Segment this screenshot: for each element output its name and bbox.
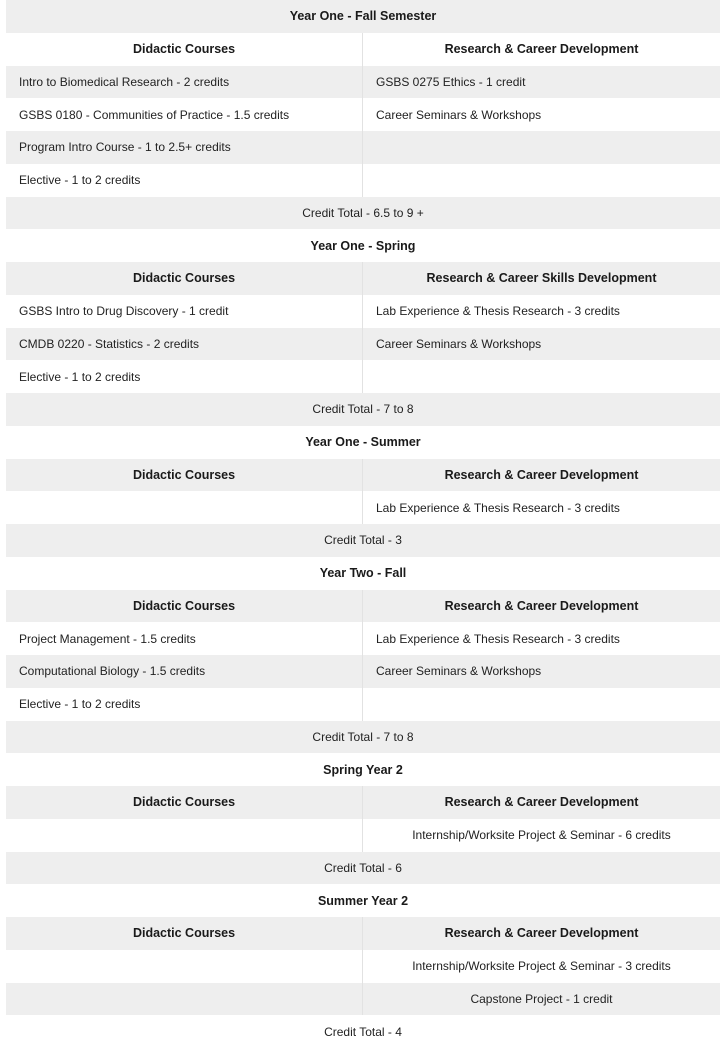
- research-career-header: Research & Career Development: [444, 926, 639, 941]
- section-title: Year One - Summer: [305, 435, 421, 450]
- credit-total-row: [6, 197, 720, 230]
- credit-total-row: [6, 1015, 720, 1048]
- didactic-course-cell: [6, 622, 363, 655]
- section-title-row: [6, 426, 720, 459]
- didactic-course-text: CMDB 0220 - Statistics - 2 credits: [19, 336, 200, 351]
- didactic-course-text: GSBS 0180 - Communities of Practice - 1.5 credits: [19, 107, 290, 122]
- didactic-courses-header: Didactic Courses: [6, 33, 363, 66]
- section-title: Year One - Spring: [310, 238, 416, 253]
- didactic-course-cell: [6, 328, 363, 361]
- didactic-course-cell: [6, 655, 363, 688]
- course-row: [6, 328, 720, 361]
- credit-total: Credit Total - 4: [324, 1024, 402, 1039]
- research-course-cell: [363, 491, 720, 524]
- research-course-text: Internship/Worksite Project & Seminar - 6 credits: [412, 828, 671, 843]
- research-course-cell: [363, 360, 720, 393]
- didactic-course-cell: [6, 295, 363, 328]
- didactic-course-cell: [6, 98, 363, 131]
- research-course-text: Lab Experience & Thesis Research - 3 credits: [376, 500, 620, 515]
- course-row: [6, 983, 720, 1016]
- course-row: [6, 131, 720, 164]
- section-title-row: [6, 229, 720, 262]
- column-header-row: [6, 917, 720, 950]
- didactic-course-cell: [6, 131, 363, 164]
- credit-total-row: [6, 393, 720, 426]
- didactic-course-cell: [6, 164, 363, 197]
- research-course-text: Lab Experience & Thesis Research - 3 credits: [376, 631, 620, 646]
- course-row: [6, 491, 720, 524]
- research-career-header: Research & Career Development: [444, 467, 639, 482]
- research-course-cell: [363, 295, 720, 328]
- course-row: [6, 66, 720, 99]
- section-title: Year Two - Fall: [319, 566, 407, 581]
- credit-total-row: [6, 524, 720, 557]
- section-title-row: [6, 884, 720, 917]
- credit-total: Credit Total - 6.5 to 9 +: [302, 205, 424, 220]
- section-title: Spring Year 2: [323, 762, 403, 777]
- didactic-course-text: Intro to Biomedical Research - 2 credits: [19, 74, 230, 89]
- course-row: [6, 655, 720, 688]
- research-course-cell: [363, 131, 720, 164]
- curriculum-table: [6, 0, 720, 1048]
- course-row: [6, 360, 720, 393]
- didactic-courses-header: Didactic Courses: [6, 786, 363, 819]
- credit-total: Credit Total - 3: [324, 533, 402, 548]
- didactic-course-text: Project Management - 1.5 credits: [19, 631, 196, 646]
- credit-total: Credit Total - 7 to 8: [312, 729, 414, 744]
- section-title: Year One - Fall Semester: [289, 9, 437, 24]
- didactic-course-cell: [6, 491, 363, 524]
- course-row: [6, 688, 720, 721]
- didactic-courses-header: Didactic Courses: [6, 917, 363, 950]
- didactic-course-cell: [6, 950, 363, 983]
- column-header-row: [6, 262, 720, 295]
- column-header-row: [6, 459, 720, 492]
- research-course-cell: [363, 328, 720, 361]
- didactic-course-text: Program Intro Course - 1 to 2.5+ credits: [19, 140, 231, 155]
- course-row: [6, 819, 720, 852]
- course-row: [6, 98, 720, 131]
- research-course-cell: [363, 98, 720, 131]
- credit-total: Credit Total - 7 to 8: [312, 402, 414, 417]
- didactic-courses-header: Didactic Courses: [6, 590, 363, 623]
- credit-total-row: [6, 852, 720, 885]
- didactic-course-cell: [6, 819, 363, 852]
- didactic-course-text: Elective - 1 to 2 credits: [19, 697, 141, 712]
- research-course-cell: [363, 983, 720, 1016]
- column-header-row: [6, 33, 720, 66]
- didactic-course-cell: [6, 66, 363, 99]
- course-row: [6, 622, 720, 655]
- credit-total-row: [6, 721, 720, 754]
- didactic-course-cell: [6, 688, 363, 721]
- section-title-row: [6, 557, 720, 590]
- didactic-course-text: Computational Biology - 1.5 credits: [19, 664, 206, 679]
- credit-total: Credit Total - 6: [324, 860, 402, 875]
- research-course-text: Internship/Worksite Project & Seminar - 3 credits: [412, 959, 671, 974]
- didactic-course-text: GSBS Intro to Drug Discovery - 1 credit: [19, 304, 229, 319]
- didactic-course-cell: [6, 360, 363, 393]
- didactic-course-text: Elective - 1 to 2 credits: [19, 369, 141, 384]
- research-career-header: Research & Career Skills Development: [426, 271, 657, 286]
- research-course-cell: [363, 950, 720, 983]
- research-career-header: Research & Career Development: [444, 598, 639, 613]
- research-career-header: Research & Career Development: [444, 42, 639, 57]
- research-course-cell: [363, 819, 720, 852]
- column-header-row: [6, 786, 720, 819]
- didactic-course-cell: [6, 983, 363, 1016]
- research-course-text: Career Seminars & Workshops: [376, 664, 542, 679]
- research-course-text: Career Seminars & Workshops: [376, 336, 542, 351]
- section-title-row: [6, 0, 720, 33]
- didactic-courses-header: Didactic Courses: [6, 459, 363, 492]
- research-course-text: GSBS 0275 Ethics - 1 credit: [376, 74, 526, 89]
- research-course-cell: [363, 66, 720, 99]
- course-row: [6, 295, 720, 328]
- didactic-course-text: Elective - 1 to 2 credits: [19, 173, 141, 188]
- research-course-cell: [363, 164, 720, 197]
- research-course-text: Career Seminars & Workshops: [376, 107, 542, 122]
- research-course-cell: [363, 622, 720, 655]
- section-title: Summer Year 2: [317, 893, 409, 908]
- course-row: [6, 164, 720, 197]
- research-course-cell: [363, 688, 720, 721]
- research-course-cell: [363, 655, 720, 688]
- section-title-row: [6, 753, 720, 786]
- course-row: [6, 950, 720, 983]
- research-course-text: Capstone Project - 1 credit: [470, 991, 613, 1006]
- column-header-row: [6, 590, 720, 623]
- didactic-courses-header: Didactic Courses: [6, 262, 363, 295]
- research-career-header: Research & Career Development: [444, 795, 639, 810]
- research-course-text: Lab Experience & Thesis Research - 3 credits: [376, 304, 620, 319]
